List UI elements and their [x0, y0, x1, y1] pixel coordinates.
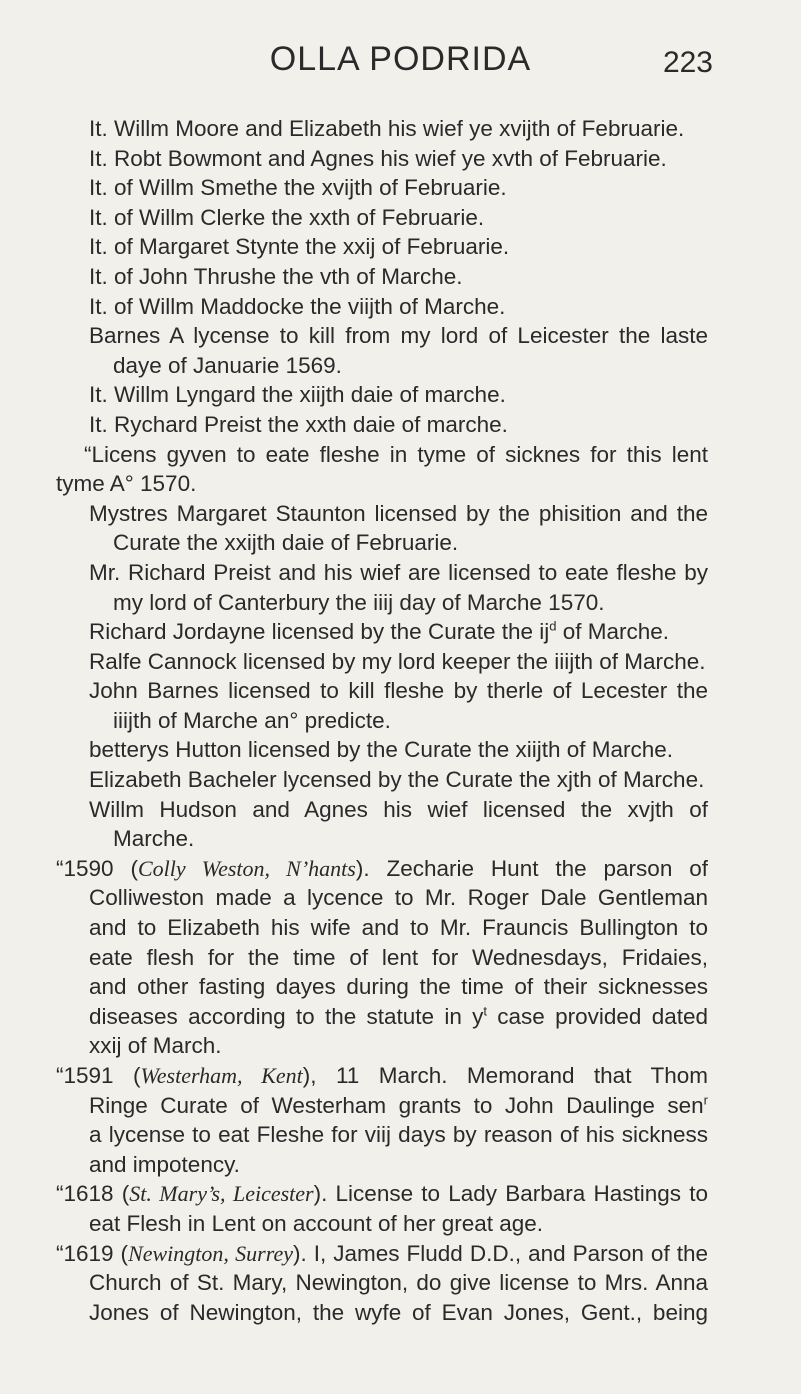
page-body: [0, 114, 801, 1327]
text-line: [56, 1179, 708, 1209]
text-line: It. of Willm Clerke the xxth of Februarie.: [89, 204, 485, 230]
text-run: diseases according to the statute in y: [89, 1003, 484, 1029]
text-line: It. Robt Bowmont and Agnes his wief ye xvth of Februarie.: [89, 145, 667, 171]
text-line: It. Rychard Preist the xxth daie of marche.: [89, 411, 508, 437]
place-name: Newington, Surrey: [128, 1240, 293, 1266]
text-line: Barnes A lycense to kill from my lord of Leicester the laste: [89, 323, 708, 349]
text-line: Curate the xxijth daie of Februarie.: [113, 530, 459, 556]
place-name: Colly Weston, N’hants: [137, 855, 356, 881]
text-line: [89, 1091, 708, 1121]
text-line: It. Willm Moore and Elizabeth his wief ye xvijth of Februarie.: [89, 116, 685, 141]
open-quote: “: [56, 855, 64, 881]
text-run: case provided dated: [497, 1003, 708, 1029]
text-line: Church of St. Mary, Newington, do give license to Mrs. Anna: [89, 1270, 708, 1296]
text-line: John Barnes licensed to kill fleshe by therle of Lecester the: [89, 678, 708, 704]
text-line: It. of John Thrushe the vth of Marche.: [89, 263, 463, 289]
text-line: Elizabeth Bacheler lycensed by the Curate the xjth of Marche.: [89, 767, 705, 793]
text-line: Marche.: [113, 826, 195, 852]
text-line: my lord of Canterbury the iiij day of Marche 1570.: [113, 589, 605, 615]
page-header: [0, 40, 801, 90]
text-line: [56, 854, 708, 884]
text-run: 1591 (: [63, 1063, 141, 1088]
text-line: eat Flesh in Lent on account of her great age.: [89, 1210, 544, 1236]
text-line: Mystres Margaret Staunton licensed by the phisition and the: [89, 500, 708, 526]
text-line: It. of Margaret Stynte the xxij of Februarie.: [89, 234, 510, 260]
text-line: eate flesh for the time of lent for Wednesdays, Fridaies,: [89, 944, 708, 970]
page-number: 223: [662, 46, 713, 79]
text-line: It. of Willm Maddocke the viijth of Marche.: [89, 293, 506, 319]
text-line: and impotency.: [89, 1151, 240, 1177]
text-line: Mr. Richard Preist and his wief are licensed to eate fleshe by: [89, 559, 708, 585]
text-line: xxij of March.: [89, 1033, 222, 1059]
text-line: [56, 1061, 708, 1091]
text-line: It. of Willm Smethe the xvijth of Februarie.: [89, 175, 507, 201]
text-line: [56, 1239, 708, 1269]
text-line: [89, 1002, 708, 1032]
running-head: OLLA PODRIDA: [269, 40, 532, 78]
text-line: and to Elizabeth his wife and to Mr. Frauncis Bullington to: [89, 915, 708, 941]
text-line: [0, 617, 801, 647]
text-line: It. Willm Lyngard the xiijth daie of marche.: [89, 382, 506, 408]
place-name: Westerham, Kent: [140, 1063, 303, 1088]
text-run: 1618 (: [63, 1181, 130, 1207]
text-line: and other fasting dayes during the time of their sicknesses: [89, 974, 708, 1000]
text-run: of Marche.: [556, 619, 670, 645]
text-line: Jones of Newington, the wyfe of Evan Jones, Gent., being: [89, 1299, 708, 1325]
text-line: a lycense to eat Fleshe for viij days by reason of his sickness: [89, 1122, 708, 1148]
text-run: ). I, James Fludd D.D., and Parson of the: [293, 1240, 708, 1266]
text-line: Willm Hudson and Agnes his wief licensed the xvjth of: [89, 796, 708, 822]
open-quote: “: [56, 1063, 64, 1088]
superscript: d: [549, 618, 557, 634]
text-line: tyme A° 1570.: [56, 471, 197, 497]
text-run: Ringe Curate of Westerham grants to John Daulinge sen: [89, 1092, 704, 1118]
text-run: ). Zecharie Hunt the parson of: [355, 855, 708, 881]
text-line: betterys Hutton licensed by the Curate the xiijth of Marche.: [89, 737, 674, 763]
text-line: Ralfe Cannock licensed by my lord keeper the iiijth of Marche.: [89, 648, 706, 674]
open-quote: “: [56, 1240, 64, 1266]
text-line: iiijth of Marche an° predicte.: [113, 707, 391, 733]
text-run: ), 11 March. Memorand that Thom: [302, 1063, 708, 1088]
text-line: “Licens gyven to eate fleshe in tyme of sicknes for this lent: [84, 441, 708, 467]
text-run: 1590 (: [63, 855, 138, 881]
open-quote: “: [56, 1181, 64, 1207]
text-line: Colliweston made a lycence to Mr. Roger Dale Gentleman: [89, 885, 708, 911]
superscript: t: [483, 1003, 488, 1019]
text-line: daye of Januarie 1569.: [113, 352, 342, 378]
text-run: Richard Jordayne licensed by the Curate the ij: [89, 619, 550, 645]
text-run: ). License to Lady Barbara Hastings to: [313, 1181, 708, 1207]
place-name: St. Mary’s, Leicester: [129, 1181, 314, 1207]
text-run: 1619 (: [63, 1240, 129, 1266]
superscript: r: [703, 1092, 708, 1108]
